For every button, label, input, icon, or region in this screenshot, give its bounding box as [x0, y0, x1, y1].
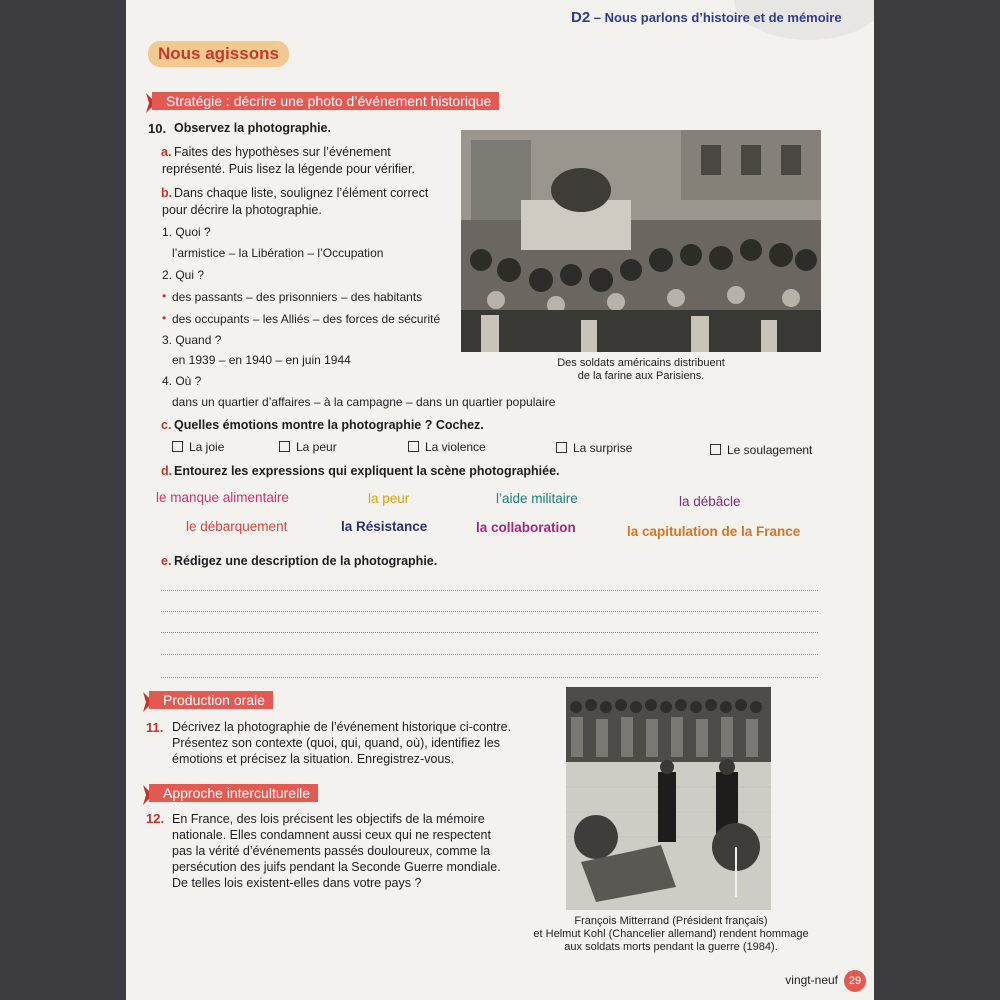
checkbox-icon — [172, 441, 183, 452]
expression-debarquement[interactable]: le débarquement — [186, 519, 288, 534]
qui-options-2: des occupants – les Alliés – des forces de sécurité — [172, 312, 441, 326]
expression-resistance[interactable]: la Résistance — [341, 519, 428, 534]
q10-c-letter: c. — [161, 418, 172, 432]
writing-line[interactable] — [161, 654, 818, 655]
q10-d-letter: d. — [161, 464, 173, 478]
expression-debacle[interactable]: la débâcle — [679, 494, 741, 509]
q12-line4: persécution des juifs pendant la Seconde Guerre mondiale. — [172, 860, 501, 874]
q10-a-line2: représenté. Puis lisez la légende pour vérifier. — [162, 162, 415, 176]
checkbox-joie[interactable] — [172, 440, 224, 454]
q12-line2: nationale. Elles condamnent aussi ceux qui ne respectent — [172, 828, 491, 842]
writing-line[interactable] — [161, 677, 818, 678]
textbook-page — [126, 0, 874, 1000]
expression-collaboration[interactable]: la collaboration — [476, 520, 576, 535]
writing-line[interactable] — [161, 590, 818, 591]
liberation-photo — [461, 130, 821, 352]
q10-a-line1: Faites des hypothèses sur l’événement — [174, 145, 391, 159]
checkbox-surprise[interactable] — [556, 441, 632, 455]
question-12-number: 12. — [146, 811, 165, 826]
page-word: vingt-neuf — [785, 973, 838, 987]
quoi-label: 1. Quoi ? — [162, 225, 211, 239]
qui-label: 2. Qui ? — [162, 268, 205, 282]
photo2-caption — [521, 915, 821, 954]
q10-b-letter: b. — [161, 186, 173, 200]
verdun-photo — [566, 687, 771, 910]
oral-banner: Production orale — [149, 691, 273, 709]
q10-a-letter: a. — [161, 145, 172, 159]
checkbox-icon — [408, 441, 419, 452]
qui-options-1: des passants – des prisonniers – des habitants — [172, 290, 423, 304]
photo2-caption-line1: François Mitterrand (Président français) — [574, 915, 768, 927]
page-footer — [785, 970, 866, 992]
page-header — [571, 9, 842, 26]
intercultural-banner: Approche interculturelle — [149, 784, 318, 802]
question-10-title: Observez la photographie. — [174, 121, 331, 135]
checkbox-icon — [710, 444, 721, 455]
expression-peur[interactable]: la peur — [368, 491, 410, 506]
bullet-icon: • — [162, 311, 167, 325]
bullet-icon: • — [162, 289, 167, 303]
photo2-caption-line2: et Helmut Kohl (Chancelier allemand) rendent hommage — [533, 928, 809, 940]
ou-label: 4. Où ? — [162, 374, 202, 388]
q12-line5: De telles lois existent-elles dans votre pays ? — [172, 876, 422, 890]
page-number-badge: 29 — [844, 970, 866, 992]
q10-d-text: Entourez les expressions qui expliquent la scène photographiée. — [174, 464, 560, 478]
q10-b-line1: Dans chaque liste, soulignez l’élément correct — [174, 186, 429, 200]
checkbox-label: La surprise — [573, 441, 633, 455]
quand-label: 3. Quand ? — [162, 333, 222, 347]
expression-capitulation[interactable]: la capitulation de la France — [627, 524, 801, 539]
q10-e-text: Rédigez une description de la photographie. — [174, 554, 438, 568]
q10-e-letter: e. — [161, 554, 172, 568]
strategy-banner: Stratégie : décrire une photo d’événement historique — [152, 92, 499, 110]
photo2-caption-line3: aux soldats morts pendant la guerre (1984). — [564, 941, 778, 953]
writing-line[interactable] — [161, 632, 818, 633]
checkbox-violence[interactable] — [408, 440, 486, 454]
writing-line[interactable] — [161, 611, 818, 612]
checkbox-label: Le soulagement — [727, 443, 813, 457]
checkbox-peur[interactable] — [279, 440, 337, 454]
ou-options: dans un quartier d’affaires – à la campagne – dans un quartier populaire — [172, 395, 556, 409]
photo1-caption-line1: Des soldats américains distribuent — [557, 357, 725, 369]
section-title: Nous agissons — [148, 41, 289, 67]
q11-line3: émotions et précisez la situation. Enregistrez-vous. — [172, 752, 455, 766]
unit-title: – Nous parlons d’histoire et de mémoire — [590, 10, 842, 25]
unit-code: D2 — [571, 9, 591, 26]
question-11-number: 11. — [146, 720, 164, 735]
q11-line2: Présentez son contexte (quoi, qui, quand, où), identifiez les — [172, 736, 500, 750]
checkbox-icon — [556, 442, 567, 453]
checkbox-label: La violence — [425, 440, 486, 454]
checkbox-label: La peur — [296, 440, 337, 454]
q10-b-line2: pour décrire la photographie. — [162, 203, 322, 217]
expression-manque-alimentaire[interactable]: le manque alimentaire — [156, 490, 289, 505]
checkbox-soulagement[interactable] — [710, 443, 812, 457]
expression-aide-militaire[interactable]: l’aide militaire — [496, 491, 578, 506]
question-10-number: 10. — [148, 121, 167, 136]
photo1-caption-line2: de la farine aux Parisiens. — [577, 370, 705, 382]
quoi-options: l’armistice – la Libération – l’Occupation — [172, 246, 384, 260]
checkbox-label: La joie — [189, 440, 225, 454]
q11-line1: Décrivez la photographie de l’événement historique ci-contre. — [172, 720, 512, 734]
q12-line3: pas la vérité d’événements passés douloureux, comme la — [172, 844, 491, 858]
photo1-caption — [521, 357, 761, 383]
q12-line1: En France, des lois précisent les objectifs de la mémoire — [172, 812, 485, 826]
checkbox-icon — [279, 441, 290, 452]
quand-options: en 1939 – en 1940 – en juin 1944 — [172, 353, 351, 367]
q10-c-text: Quelles émotions montre la photographie ? Cochez. — [174, 418, 484, 432]
